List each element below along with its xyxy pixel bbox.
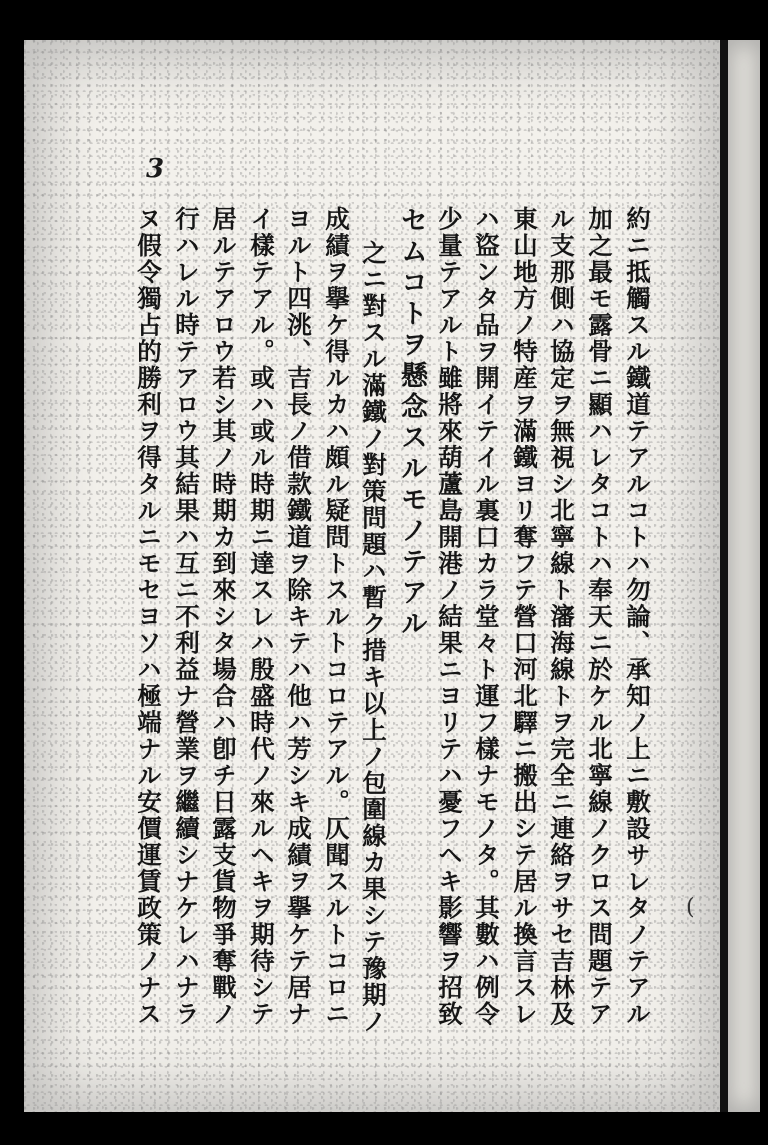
text-column-7: セムコトヲ懸念スルモノテアル <box>396 206 427 640</box>
text-column-14: ヌ假令獨占的勝利ヲ得タルニモセヨソハ極端ナル安價運賃政策ノナス <box>134 206 163 1028</box>
text-column-11: イ樣テアル。或ハ或ル時期ニ達スレハ殷盛時代ノ來ルヘキヲ期待シテ <box>247 206 276 1028</box>
text-column-5: ハ盜ンタ品ヲ開イテイル裏口カラ堂々ト運フ樣ナモノタ。其數ハ例令 <box>472 206 501 1028</box>
text-column-13: 行ハレル時テアロウ其結果ハ互ニ不利益ナ營業ヲ繼續シナケレハナラ <box>172 206 201 1028</box>
adjacent-page-margin <box>728 40 760 1112</box>
page-number: 3 <box>146 154 165 184</box>
margin-mark: ( <box>686 895 695 920</box>
text-column-9: 成績ヲ擧ケ得ルカハ頗ル疑問トスルトコロテアル。仄聞スルトコロニ <box>322 206 351 1028</box>
text-column-12: 居ルテアロウ若シ其ノ時期カ到來シタ場合ハ卽チ日露支貨物爭奪戰ノ <box>209 206 238 1028</box>
page-edge <box>720 40 728 1112</box>
text-column-2: 加之最モ露骨ニ顯ハレタコトハ奉天ニ於ケル北寧線ノクロス問題テア <box>585 206 614 1028</box>
text-column-1: 約ニ抵觸スル鐵道テアルコトハ勿論、承知ノ上ニ敷設サレタノテアル <box>623 206 652 1028</box>
text-column-3: ル支那側ハ協定ヲ無視シ北寧線ト瀋海線トヲ完全ニ連絡ヲサセ吉林及 <box>547 206 576 1028</box>
text-column-10: ヨルト四洮、吉長ノ借款鐵道ヲ除キテハ他ハ芳シキ成績ヲ擧ケテ居ナ <box>284 206 313 1028</box>
text-column-4: 東山地方ノ特産ヲ滿鐵ヨリ奪フテ營口河北驛ニ搬出シテ居ル換言スレ <box>510 206 539 1028</box>
text-column-8: 之ニ對スル滿鐵ノ對策問題ハ暫ク措キ以上ノ包圍線カ果シテ豫期ノ <box>359 240 388 1035</box>
text-column-6: 少量テアルト雖將來葫蘆島開港ノ結果ニヨリテハ憂フヘキ影響ヲ招致 <box>435 206 464 1028</box>
